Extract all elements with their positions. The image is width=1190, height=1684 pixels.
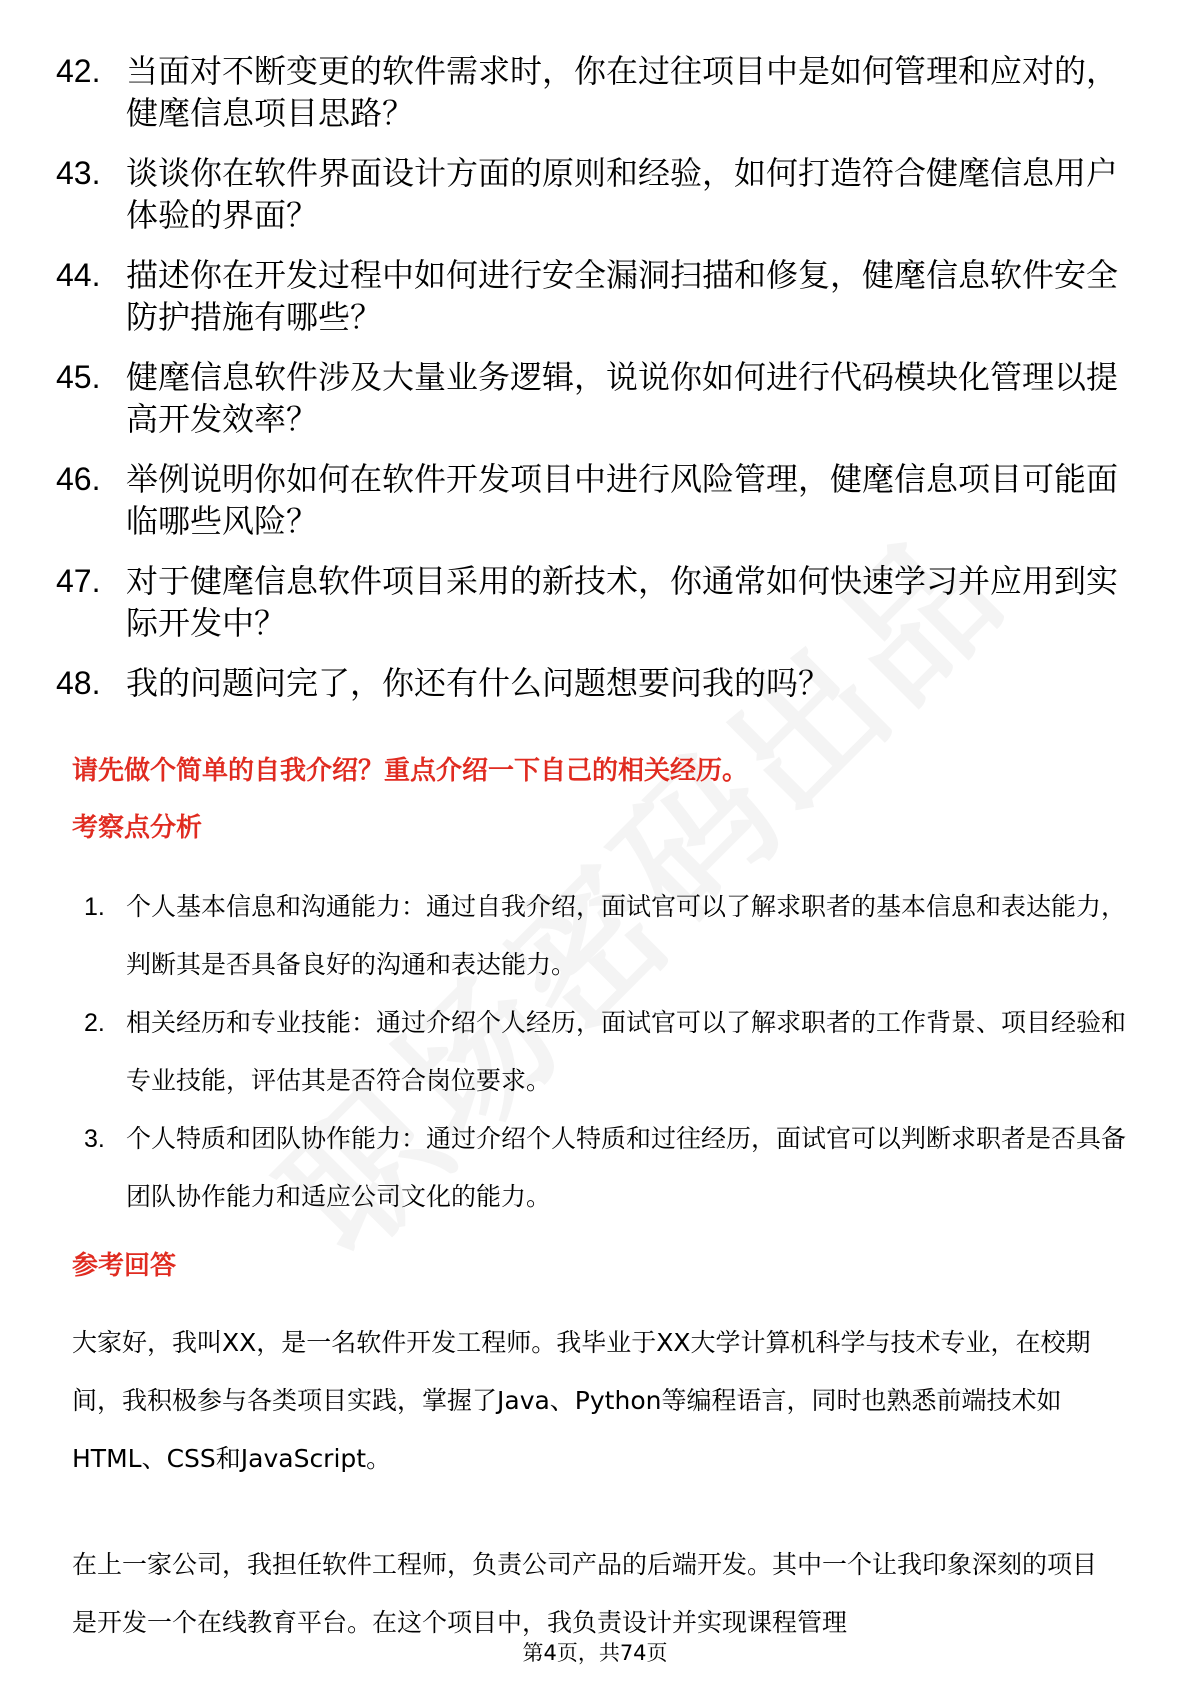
question-item [56,152,1136,236]
analysis-number: 3. [84,1125,105,1153]
answer-heading: 参考回答 [72,1251,177,1281]
question-item [56,560,1136,644]
analysis-text: 相关经历和专业技能：通过介绍个人经历，面试官可以了解求职者的工作背景、项目经验和专业技能，评估其是否符合岗位要求。 [126,1008,1127,1095]
analysis-number: 2. [84,1009,105,1037]
question-item [56,50,1136,134]
analysis-list [84,878,1134,1226]
question-text: 描述你在开发过程中如何进行安全漏洞扫描和修复，健麾信息软件安全防护措施有哪些？ [126,256,1119,336]
question-item [56,458,1136,542]
question-item [56,662,1136,704]
question-text: 对于健麾信息软件项目采用的新技术，你通常如何快速学习并应用到实际开发中？ [126,562,1119,642]
question-number: 43. [56,155,101,191]
answer-paragraph: 大家好，我叫XX，是一名软件开发工程师。我毕业于XX大学计算机科学与技术专业，在校期间，我积极参与各类项目实践，掌握了Java、Python等编程语言，同时也熟悉前端技术如HTML、CSS和JavaScript。 [72,1328,1091,1473]
page-footer: 第4页，共74页 [522,1641,668,1665]
question-text: 健麾信息软件涉及大量业务逻辑，说说你如何进行代码模块化管理以提高开发效率？ [126,358,1119,438]
main-question-heading: 请先做个简单的自我介绍？重点介绍一下自己的相关经历。 [72,756,749,786]
analysis-text: 个人基本信息和沟通能力：通过自我介绍，面试官可以了解求职者的基本信息和表达能力，判断其是否具备良好的沟通和表达能力。 [126,892,1127,979]
analysis-item [84,878,1134,994]
question-item [56,254,1136,338]
question-number: 44. [56,257,101,293]
question-item [56,356,1136,440]
question-number: 48. [56,665,101,701]
question-text: 当面对不断变更的软件需求时，你在过往项目中是如何管理和应对的，健麾信息项目思路？ [126,52,1119,132]
question-text: 我的问题问完了，你还有什么问题想要问我的吗？ [126,664,831,702]
answer-paragraph: 在上一家公司，我担任软件工程师，负责公司产品的后端开发。其中一个让我印象深刻的项目是开发一个在线教育平台。在这个项目中，我负责设计并实现课程管理 [72,1550,1098,1637]
analysis-text: 个人特质和团队协作能力：通过介绍个人特质和过往经历，面试官可以判断求职者是否具备团队协作能力和适应公司文化的能力。 [126,1124,1127,1211]
question-number: 45. [56,359,101,395]
question-number: 47. [56,563,101,599]
question-text: 举例说明你如何在软件开发项目中进行风险管理，健麾信息项目可能面临哪些风险？ [126,460,1119,540]
analysis-number: 1. [84,893,105,921]
question-list [56,50,1136,722]
analysis-item [84,1110,1134,1226]
question-number: 46. [56,461,101,497]
question-number: 42. [56,53,101,89]
question-text: 谈谈你在软件界面设计方面的原则和经验，如何打造符合健麾信息用户体验的界面？ [126,154,1119,234]
analysis-heading: 考察点分析 [72,813,203,843]
analysis-item [84,994,1134,1110]
